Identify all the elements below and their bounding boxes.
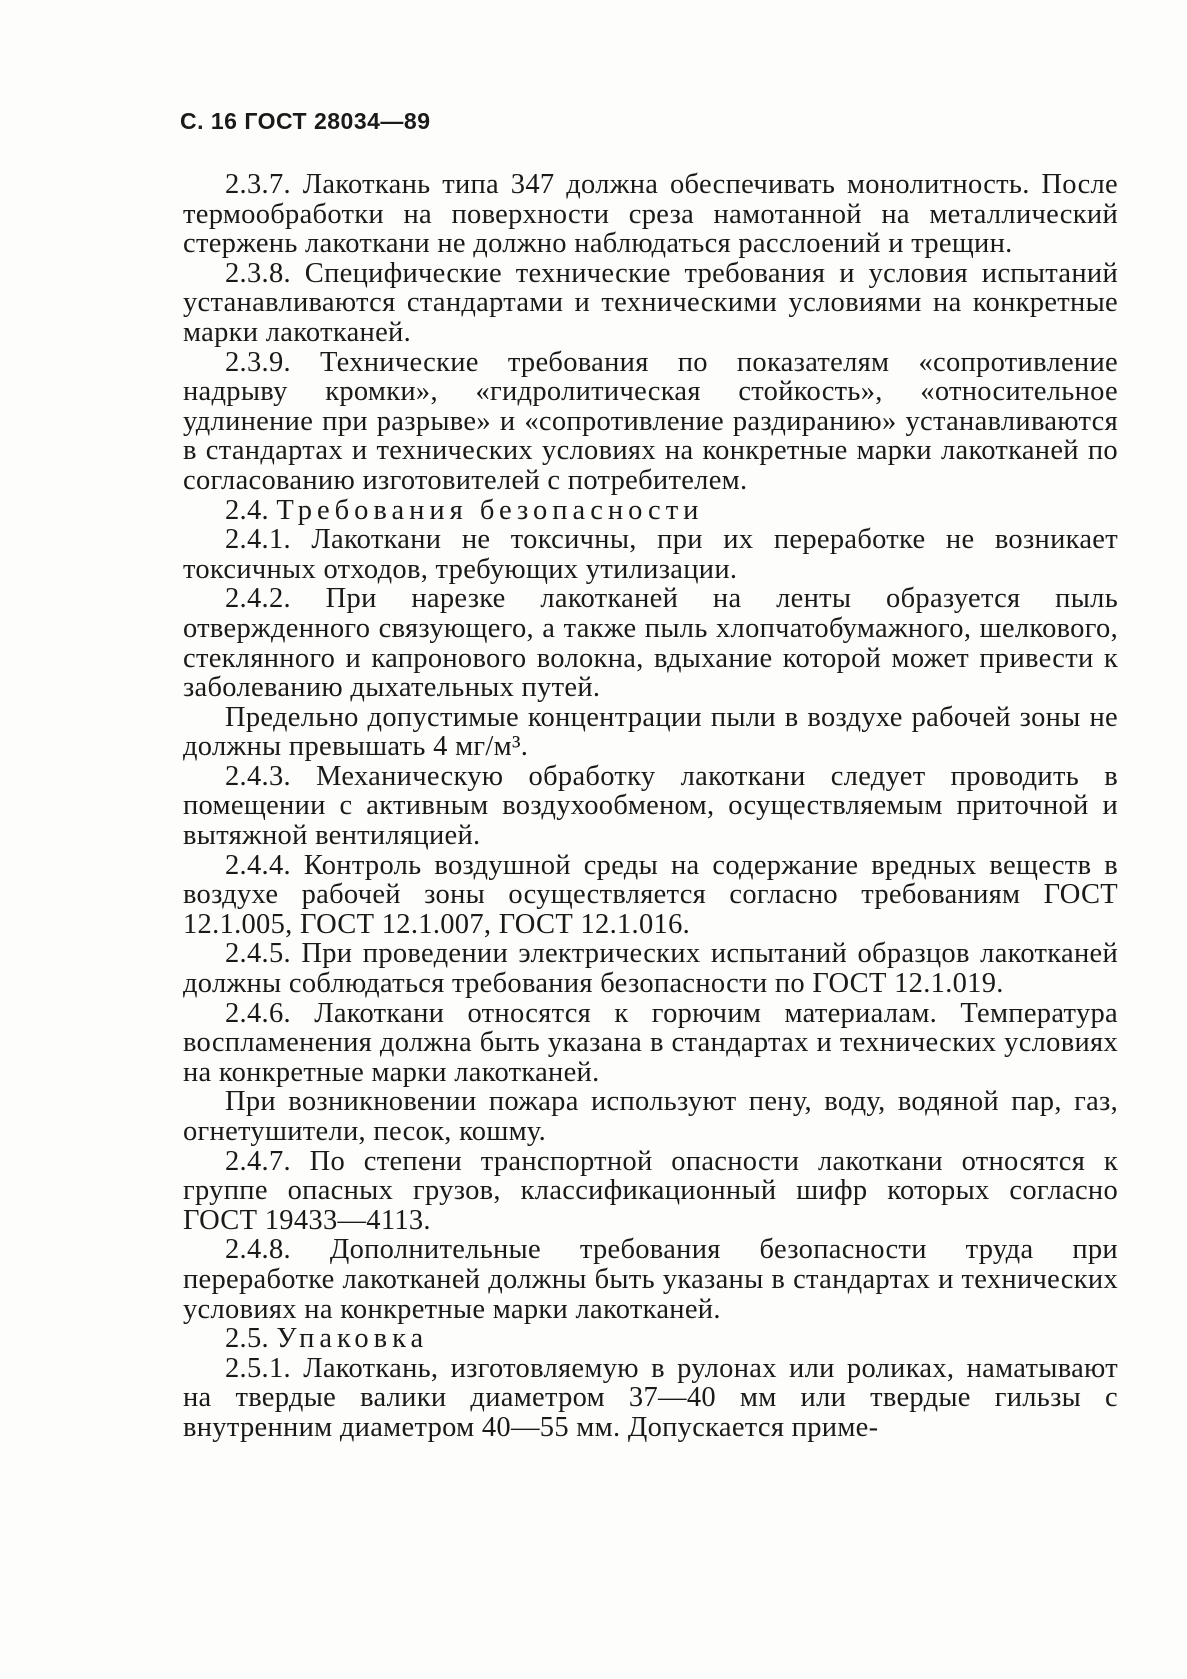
section-number-2-5: 2.5. <box>225 1323 269 1355</box>
paragraph-2-4-6: 2.4.6. Лакоткани относятся к горючим материалам. Температура воспламенения должна быть указана в стандартах и технических условиях на конкретные марки лакотканей. <box>183 997 1118 1088</box>
paragraph-2-3-8: 2.3.8. Специфические технические требования и условия испытаний устанавливаются стандартами и техническими условиями на конкретные марки лакотканей. <box>183 257 1118 348</box>
paragraph-2-4-4: 2.4.4. Контроль воздушной среды на содержание вредных веществ в воздухе рабочей зоны осуществляется согласно требованиям ГОСТ 12.1.005, ГОСТ 12.1.007, ГОСТ 12.1.016. <box>183 849 1118 940</box>
paragraph-2-4-2-continued: Предельно допустимые концентрации пыли в воздухе рабочей зоны не должны превышать 4 мг/м³. <box>183 701 1118 763</box>
paragraph-2-4-5: 2.4.5. При проведении электрических испытаний образцов лакотканей должны соблюдаться требования безопасности по ГОСТ 12.1.019. <box>183 938 1118 1000</box>
section-heading-2-5 <box>183 1324 1118 1354</box>
section-title-2-5: Упаковка <box>276 1323 429 1355</box>
paragraph-2-3-9: 2.3.9. Технические требования по показателям «сопротивление надрыву кромки», «гидролитическая стойкость», «относительное удлинение при разрыве» и «сопротивление раздиранию» устанавливаются в стандартах и технических условиях на конкретные марки лакотканей по согласованию изготовителей с потребителем. <box>183 346 1118 496</box>
paragraph-2-4-1: 2.4.1. Лакоткани не токсичны, при их переработке не возникает токсичных отходов, требующих утилизации. <box>183 524 1118 585</box>
section-heading-2-4 <box>183 496 1118 526</box>
paragraph-2-4-2: 2.4.2. При нарезке лакотканей на ленты образуется пыль отвержденного связующего, а также пыль хлопчатобумажного, шелкового, стеклянного и капронового волокна, вдыхание которой может привести к заболеванию дыхательных путей. <box>183 583 1118 704</box>
section-number-2-4: 2.4. <box>225 494 269 526</box>
paragraph-2-3-7: 2.3.7. Лакоткань типа 347 должна обеспечивать монолитность. После термообработки на поверхности среза намотанной на металлический стержень лакоткани не должно наблюдаться расслоений и трещин. <box>183 169 1118 260</box>
page-header: С. 16 ГОСТ 28034—89 <box>180 108 431 134</box>
paragraph-2-4-3: 2.4.3. Механическую обработку лакоткани следует проводить в помещении с активным воздухообменом, осуществляемым приточной и вытяжной вентиляцией. <box>183 760 1118 852</box>
paragraph-2-4-7: 2.4.7. По степени транспортной опасности лакоткани относятся к группе опасных грузов, классификационный шифр которых согласно ГОСТ 19433—4113. <box>183 1145 1118 1236</box>
paragraph-2-4-8: 2.4.8. Дополнительные требования безопасности труда при переработке лакотканей должны быть указаны в стандартах и технических условиях на конкретные марки лакотканей. <box>183 1234 1118 1325</box>
paragraph-2-4-6-continued: При возникновении пожара используют пену, воду, водяной пар, газ, огнетушители, песок, кошму. <box>183 1086 1118 1147</box>
section-title-2-4: Требования безопасности <box>276 494 704 526</box>
document-body <box>183 170 1118 1443</box>
paragraph-2-5-1: 2.5.1. Лакоткань, изготовляемую в рулонах или роликах, наматывают на твердые валики диаметром 37—40 мм или твердые гильзы с внутренним диаметром 40—55 мм. Допускается приме- <box>183 1352 1118 1443</box>
